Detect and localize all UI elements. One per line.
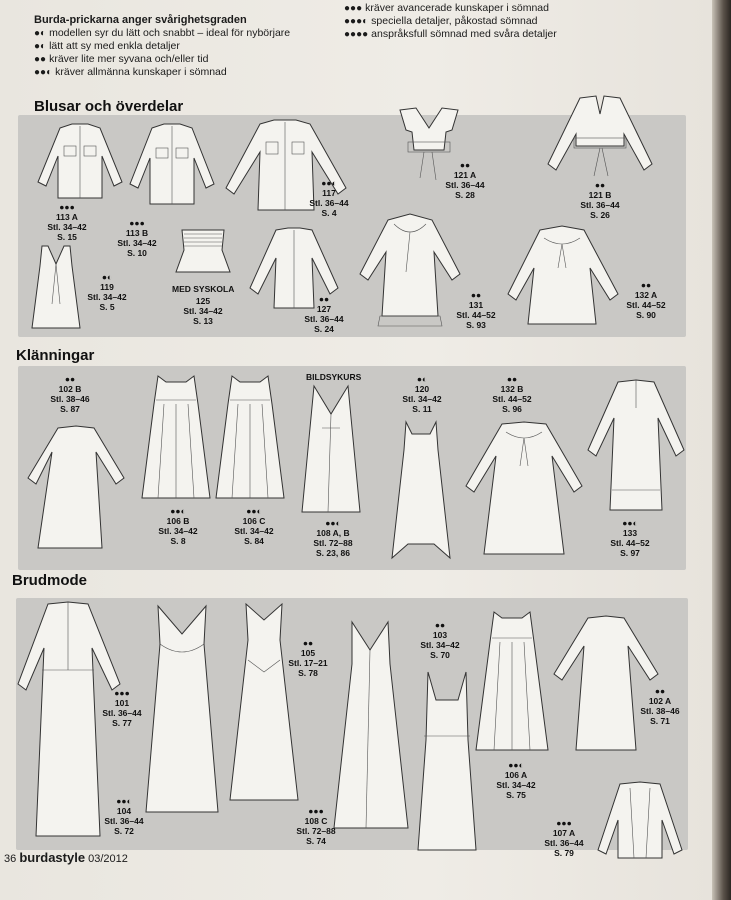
- item-difficulty: ●●: [434, 620, 446, 630]
- item-size: Stl. 38–46: [640, 706, 680, 716]
- item-number: 132 A: [634, 290, 658, 300]
- page-footer: [4, 850, 128, 865]
- item-page: S. 84: [244, 536, 264, 546]
- item-label-121a: [440, 160, 490, 200]
- item-difficulty: ●●◐: [325, 518, 341, 528]
- item-number: 102 A: [648, 696, 672, 706]
- item-label-113b: [112, 218, 162, 258]
- garment-121b-drawing: [540, 94, 660, 182]
- item-size: Stl. 36–44: [102, 708, 142, 718]
- brand-logo: burdastyle: [19, 850, 86, 865]
- item-difficulty: ●●: [594, 180, 606, 190]
- garment-106c-drawing: [212, 374, 288, 502]
- garment-133-drawing: [584, 378, 688, 514]
- item-number: 106 C: [242, 516, 266, 526]
- item-label-108ab: [300, 518, 366, 558]
- item-page: S. 78: [298, 668, 318, 678]
- item-size: Stl. 44–52: [610, 538, 650, 548]
- item-difficulty: ●●: [470, 290, 482, 300]
- garment-108ab-drawing: [298, 384, 364, 516]
- garment-119-drawing: [28, 244, 84, 332]
- difficulty-dots: ●●: [34, 54, 47, 65]
- item-page: S. 70: [430, 650, 450, 660]
- item-size: Stl. 34–42: [496, 780, 536, 790]
- item-difficulty: ●●: [302, 638, 314, 648]
- garment-105-drawing: [224, 600, 304, 804]
- item-page: S. 28: [455, 190, 475, 200]
- item-label-107a: [536, 818, 592, 858]
- item-size: Stl. 44–52: [626, 300, 666, 310]
- item-size: Stl. 44–52: [492, 394, 532, 404]
- difficulty-dots: ●◐: [34, 28, 47, 39]
- item-label-106c: [226, 506, 282, 546]
- section-title-dresses: Klänningar: [16, 347, 95, 364]
- item-label-104: [96, 796, 152, 836]
- item-difficulty: ●◐: [101, 272, 113, 282]
- section-title-bridal: Brudmode: [12, 572, 87, 589]
- item-page: S. 77: [112, 718, 132, 728]
- legend-text: kräver avancerade kunskaper i sömnad: [365, 2, 549, 14]
- item-size: Stl. 38–46: [50, 394, 90, 404]
- item-label-105: [280, 638, 336, 678]
- item-label-132b: [484, 374, 540, 414]
- item-number: 132 B: [500, 384, 524, 394]
- item-label-127: [296, 294, 352, 334]
- item-size: Stl. 34–42: [402, 394, 442, 404]
- item-label-108c: [288, 806, 344, 846]
- garment-113b-drawing: [122, 122, 222, 212]
- legend-row: [34, 27, 344, 40]
- item-page: S. 11: [412, 404, 432, 414]
- item-difficulty: ●●: [654, 686, 666, 696]
- garment-120-drawing: [388, 420, 454, 562]
- item-label-103: [412, 620, 468, 660]
- legend-row: [344, 15, 674, 28]
- garment-102b-drawing: [24, 424, 128, 554]
- item-page: S. 96: [502, 404, 522, 414]
- item-page: S. 24: [314, 324, 334, 334]
- item-number: 119: [100, 282, 114, 292]
- item-number: 120: [414, 384, 430, 394]
- item-page: S. 15: [57, 232, 77, 242]
- legend-title: Burda-prickarna anger svårighetsgraden: [34, 14, 247, 26]
- item-size: Stl. 34–42: [158, 526, 198, 536]
- issue-number: 03/2012: [88, 853, 128, 865]
- section-title-blouses: Blusar och överdelar: [34, 98, 184, 115]
- item-size: Stl. 34–42: [47, 222, 87, 232]
- item-label-117: [304, 178, 354, 218]
- garment-106a-drawing: [472, 610, 552, 754]
- item-page: S. 79: [554, 848, 574, 858]
- item-size: Stl. 17–21: [288, 658, 328, 668]
- item-page: S. 4: [321, 208, 337, 218]
- item-difficulty: ●●◐: [116, 796, 132, 806]
- item-label-113a: [42, 202, 92, 242]
- garment-102a-drawing: [550, 614, 662, 754]
- item-number: 103: [432, 630, 448, 640]
- legend-text: anspråksfull sömnad med svåra detaljer: [371, 28, 557, 40]
- item-page: S. 90: [636, 310, 656, 320]
- page-number: 36: [4, 853, 17, 865]
- item-difficulty: ●●: [318, 294, 330, 304]
- item-size: Stl. 36–44: [544, 838, 584, 848]
- item-page: S. 71: [650, 716, 670, 726]
- legend-row: [344, 28, 674, 41]
- item-number: 105: [300, 648, 316, 658]
- garment-108c-drawing: [330, 620, 412, 832]
- item-number: 113 B: [125, 228, 149, 238]
- legend-text: speciella detaljer, påkostad sömnad: [371, 15, 538, 27]
- garment-132b-drawing: [462, 420, 586, 560]
- item-label-125: [178, 296, 228, 326]
- item-number: 108 A, B: [316, 528, 350, 538]
- item-size: Stl. 36–44: [580, 200, 620, 210]
- legend-row: [34, 53, 344, 66]
- item-page: S. 97: [620, 548, 640, 558]
- item-size: Stl. 34–42: [87, 292, 127, 302]
- item-page: S. 93: [466, 320, 486, 330]
- item-number: 125: [195, 296, 211, 306]
- item-label-133: [602, 518, 658, 558]
- item-difficulty: ●●: [64, 374, 76, 384]
- item-difficulty: ●●◐: [170, 506, 186, 516]
- item-difficulty: ●●◐: [321, 178, 337, 188]
- item-number: 121 A: [453, 170, 477, 180]
- item-label-120: [394, 374, 450, 414]
- garment-103-drawing: [414, 670, 480, 854]
- tag-med-syskola: MED SYSKOLA: [172, 284, 235, 294]
- item-number: 131: [468, 300, 484, 310]
- item-page: S. 26: [590, 210, 610, 220]
- item-size: Stl. 72–88: [313, 538, 353, 548]
- difficulty-dots: ●●●◐: [344, 16, 369, 27]
- legend-text: kräver allmänna kunskaper i sömnad: [55, 66, 227, 78]
- difficulty-dots: ●●◐: [34, 67, 53, 78]
- item-size: Stl. 34–42: [183, 306, 223, 316]
- item-number: 107 A: [552, 828, 576, 838]
- item-page: S. 5: [99, 302, 115, 312]
- difficulty-dots: ●●●●: [344, 29, 369, 40]
- item-number: 108 C: [304, 816, 328, 826]
- item-label-106a: [488, 760, 544, 800]
- item-difficulty: ●●●: [59, 202, 75, 212]
- item-size: Stl. 36–44: [304, 314, 344, 324]
- garment-104-drawing: [142, 604, 222, 816]
- item-size: Stl. 44–52: [456, 310, 496, 320]
- legend-text: kräver lite mer syvana och/eller tid: [49, 53, 209, 65]
- item-difficulty: ●●◐: [508, 760, 524, 770]
- item-number: 106 A: [504, 770, 528, 780]
- difficulty-legend-right: [344, 2, 674, 41]
- garment-125-drawing: [172, 228, 234, 276]
- item-number: 121 B: [588, 190, 612, 200]
- item-label-106b: [150, 506, 206, 546]
- item-page: S. 75: [506, 790, 526, 800]
- item-page: S. 23, 86: [315, 548, 351, 558]
- item-difficulty: ●●●: [308, 806, 324, 816]
- item-difficulty: ●●◐: [622, 518, 638, 528]
- legend-row: [344, 2, 674, 15]
- item-label-132a: [618, 280, 674, 320]
- garment-132a-drawing: [504, 224, 622, 328]
- item-label-101: [94, 688, 150, 728]
- item-number: 106 B: [166, 516, 190, 526]
- item-number: 102 B: [58, 384, 82, 394]
- legend-row: [34, 40, 344, 53]
- legend-row: [34, 66, 344, 79]
- item-label-102a: [632, 686, 688, 726]
- tag-bildsykurs: BILDSYKURS: [306, 372, 362, 382]
- item-size: Stl. 36–44: [309, 198, 349, 208]
- item-page: S. 8: [170, 536, 186, 546]
- item-label-131: [448, 290, 504, 330]
- item-difficulty: ●●●: [556, 818, 572, 828]
- legend-text: modellen syr du lätt och snabbt – ideal för nybörjare: [49, 27, 291, 39]
- garment-106b-drawing: [138, 374, 214, 502]
- item-page: S. 72: [114, 826, 134, 836]
- item-size: Stl. 36–44: [104, 816, 144, 826]
- item-number: 113 A: [56, 212, 78, 222]
- page-spine-shadow: [712, 0, 731, 900]
- garment-107a-drawing: [594, 780, 686, 862]
- item-page: S. 87: [60, 404, 80, 414]
- legend-text: lätt att sy med enkla detaljer: [49, 40, 180, 52]
- item-number: 127: [316, 304, 332, 314]
- garment-113a-drawing: [30, 122, 130, 202]
- difficulty-legend-left: [34, 14, 344, 79]
- item-difficulty: ●●◐: [246, 506, 262, 516]
- item-difficulty: ●●: [640, 280, 652, 290]
- item-difficulty: ●●●: [114, 688, 130, 698]
- item-size: Stl. 34–42: [117, 238, 157, 248]
- item-number: 117: [322, 188, 336, 198]
- item-size: Stl. 34–42: [234, 526, 274, 536]
- item-page: S. 74: [306, 836, 326, 846]
- item-number: 133: [622, 528, 638, 538]
- difficulty-dots: ●◐: [34, 41, 47, 52]
- item-size: Stl. 34–42: [420, 640, 460, 650]
- item-number: 104: [116, 806, 132, 816]
- item-number: 101: [114, 698, 130, 708]
- item-size: Stl. 72–88: [296, 826, 336, 836]
- item-label-102b: [40, 374, 100, 414]
- item-label-119: [82, 272, 132, 312]
- item-difficulty: ●◐: [416, 374, 428, 384]
- item-label-121b: [572, 180, 628, 220]
- item-size: Stl. 36–44: [445, 180, 485, 190]
- item-page: S. 13: [193, 316, 213, 326]
- item-difficulty: ●●: [506, 374, 518, 384]
- difficulty-dots: ●●●: [344, 3, 363, 14]
- item-page: S. 10: [127, 248, 147, 258]
- item-difficulty: ●●: [459, 160, 471, 170]
- item-difficulty: ●●●: [129, 218, 145, 228]
